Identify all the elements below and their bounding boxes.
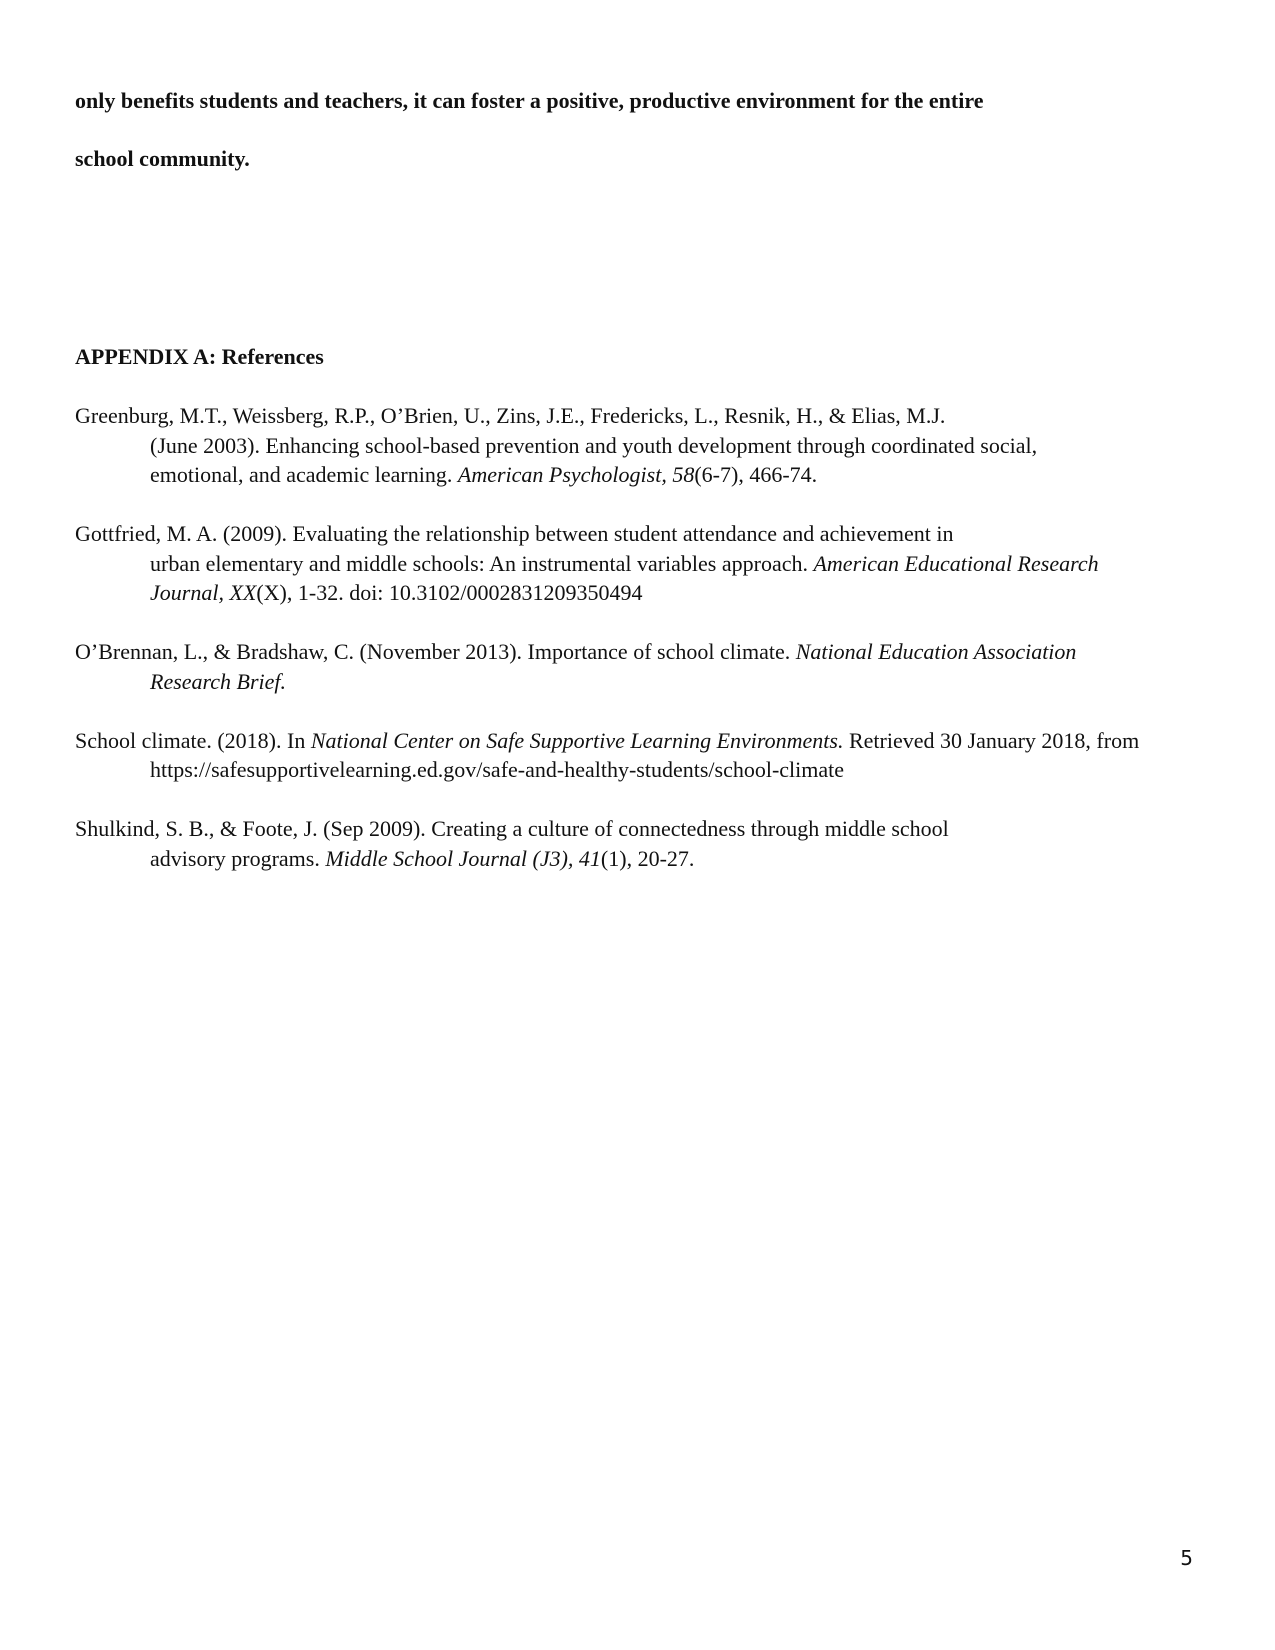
reference-text: Retrieved 30 January 2018, from bbox=[843, 727, 1140, 753]
reference-line bbox=[75, 578, 1205, 608]
reference-line bbox=[75, 460, 1205, 490]
reference-entry bbox=[75, 637, 1205, 696]
intro-line: school community. bbox=[75, 146, 250, 171]
reference-entry bbox=[75, 519, 1205, 608]
reference-text: (6-7), 466-74. bbox=[694, 462, 818, 487]
reference-line: Shulkind, S. B., & Foote, J. (Sep 2009). Creating a culture of connectedness through middle school bbox=[75, 816, 949, 841]
reference-journal: American Educational Research bbox=[813, 550, 1099, 576]
reference-journal: National Education Association bbox=[795, 639, 1077, 664]
reference-text: urban elementary and middle schools: An instrumental variables approach. bbox=[150, 550, 814, 576]
reference-line: (June 2003). Enhancing school-based prevention and youth development through coordinated social, bbox=[150, 432, 1038, 458]
reference-line: Gottfried, M. A. (2009). Evaluating the relationship between student attendance and achievement in bbox=[75, 521, 954, 546]
reference-line bbox=[75, 549, 1205, 579]
references-list bbox=[75, 401, 1205, 903]
reference-journal: National Center on Safe Supportive Learning Environments. bbox=[310, 727, 844, 753]
reference-journal: Middle School Journal (J3), 41 bbox=[325, 845, 601, 871]
appendix-heading: APPENDIX A: References bbox=[75, 344, 324, 369]
intro-paragraph bbox=[75, 72, 1185, 188]
reference-url: https://safesupportivelearning.ed.gov/safe-and-healthy-students/school-climate bbox=[150, 757, 845, 782]
reference-line bbox=[75, 726, 1205, 756]
intro-line: only benefits students and teachers, it can foster a positive, productive environment for the entire bbox=[75, 88, 984, 113]
reference-text: emotional, and academic learning. bbox=[150, 462, 458, 487]
reference-journal: American Psychologist, 58 bbox=[457, 462, 695, 487]
reference-text: (1), 20-27. bbox=[600, 845, 695, 871]
reference-journal: Journal, XX bbox=[150, 580, 257, 605]
reference-text: School climate. (2018). In bbox=[75, 727, 311, 753]
reference-entry bbox=[75, 401, 1205, 490]
reference-line: Greenburg, M.T., Weissberg, R.P., O’Brien, U., Zins, J.E., Fredericks, L., Resnik, H., & Elias, M.J. bbox=[75, 403, 946, 428]
reference-text: O’Brennan, L., & Bradshaw, C. (November 2013). Importance of school climate. bbox=[75, 639, 796, 664]
reference-entry bbox=[75, 814, 1205, 873]
reference-entry bbox=[75, 726, 1205, 785]
reference-line bbox=[75, 637, 1205, 667]
reference-text: advisory programs. bbox=[150, 845, 326, 871]
reference-line bbox=[75, 844, 1205, 874]
reference-journal: Research Brief. bbox=[150, 668, 287, 694]
page-number: 5 bbox=[1180, 1546, 1193, 1570]
reference-line bbox=[75, 667, 1205, 697]
reference-text: (X), 1-32. doi: 10.3102/0002831209350494 bbox=[256, 580, 643, 605]
